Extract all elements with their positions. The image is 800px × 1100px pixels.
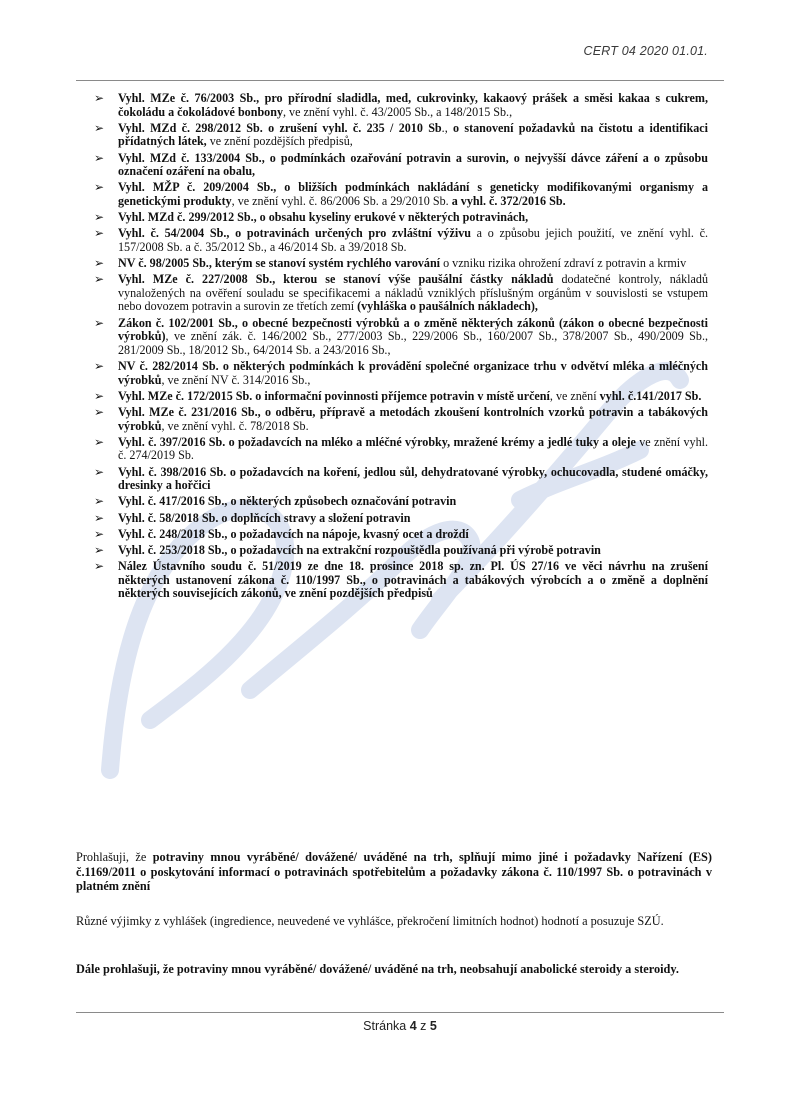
text-segment: , ve znění zák. č. 146/2002 Sb., 277/2003 Sb., 229/2006 Sb., 160/2007 Sb., 378/2007 Sb., 490/2009 Sb., 281/2009 Sb., 18/2012 Sb., 64/2014 Sb. a 243/2016 Sb., xyxy=(118,329,708,357)
footer-divider xyxy=(76,1012,724,1013)
law-item-vyhl-417-2016 xyxy=(94,495,708,509)
text-segment: Různé výjimky z vyhlášek (ingredience, neuvedené ve vyhlášce, překročení limitních hodnot) hodnotí a posuzuje SZÚ. xyxy=(76,914,664,928)
law-item-mze-76-2003 xyxy=(94,92,708,119)
header-divider xyxy=(76,80,724,81)
text-segment: o stanovení požadavků na čistotu a identifikaci přídatných látek, xyxy=(118,120,708,149)
law-item-zakon-102-2001 xyxy=(94,317,708,358)
text-segment: , ve znění xyxy=(549,388,600,403)
declaration-steroids xyxy=(76,962,712,977)
text-segment: , ve znění vyhl. č. 43/2005 Sb., a 148/2015 Sb., xyxy=(283,104,513,119)
arrow-bullet-icon: ➢ xyxy=(94,359,105,374)
arrow-bullet-icon: ➢ xyxy=(94,464,105,479)
text-segment: Vyhl. č. 54/2004 Sb., o potravinách určených pro zvláštní výživu xyxy=(118,226,471,241)
text-segment: a o způsobu jejich použití, ve znění vyhl. č. 157/2008 Sb. a č. 35/2012 Sb., a 46/2014 Sb. a 39/2018 Sb. xyxy=(118,226,708,254)
page-number xyxy=(0,1019,800,1033)
text-segment: Vyhl. MZe č. 227/2008 Sb., kterou se stanoví výše paušální částky nákladů xyxy=(118,272,554,287)
law-item-mze-172-2015 xyxy=(94,390,708,404)
text-segment: Vyhl. MZd č. 298/2012 Sb. o zrušení vyhl. č. 235 / 2010 Sb xyxy=(118,120,442,135)
law-item-mzd-298-2012 xyxy=(94,122,708,149)
text-segment: NV č. 98/2005 Sb., kterým se stanoví systém rychlého varování xyxy=(118,256,441,271)
text-segment: potraviny mnou vyráběné/ dovážené/ uváděné na trh, splňují mimo jiné i požadavky Nařízení (ES) č.1169/2011 o poskytování informací o potravinách spotřebitelům a požadavky zákona č. 110/1997 Sb. o potravinách v platném znění xyxy=(76,850,712,894)
arrow-bullet-icon: ➢ xyxy=(94,559,105,574)
law-item-vyhl-253-2018 xyxy=(94,544,708,558)
arrow-bullet-icon: ➢ xyxy=(94,210,105,225)
text-segment: Vyhl. č. 417/2016 Sb., o některých způsobech označování potravin xyxy=(118,494,457,509)
text-segment: a vyhl. č. 372/2016 Sb. xyxy=(451,193,566,208)
arrow-bullet-icon: ➢ xyxy=(94,388,105,403)
law-item-vyhl-398-2016 xyxy=(94,466,708,493)
text-segment: ., xyxy=(441,120,454,135)
arrow-bullet-icon: ➢ xyxy=(94,226,105,241)
text-segment: , ve znění vyhl. č. 78/2018 Sb. xyxy=(161,418,309,433)
law-item-mzd-299-2012 xyxy=(94,211,708,225)
page-label: Stránka xyxy=(363,1019,407,1033)
text-segment: NV č. 282/2014 Sb. o některých podmínkách k provádění společné organizace trhu v odvětví mléka a mléčných výrobků xyxy=(118,359,708,387)
law-item-vyhl-58-2018 xyxy=(94,512,708,526)
law-item-mze-227-2008 xyxy=(94,273,708,314)
text-segment: ve znění vyhl. č. 274/2019 Sb. xyxy=(118,434,708,463)
arrow-bullet-icon: ➢ xyxy=(94,315,105,330)
text-segment: Dále prohlašuji, že potraviny mnou vyráběné/ dovážené/ uváděné na trh, neobsahují anabolické steroidy a steroidy. xyxy=(76,962,679,976)
law-item-vyhl-397-2016 xyxy=(94,436,708,463)
text-segment: Vyhl. MZd č. 299/2012 Sb., o obsahu kyseliny erukové v některých potravinách, xyxy=(118,210,529,225)
page-of: z xyxy=(420,1019,427,1033)
text-segment: ve znění pozdějších předpisů, xyxy=(206,134,353,149)
text-segment: Vyhl. č. 397/2016 Sb. o požadavcích na mléko a mléčné výrobky, mražené krémy a jedlé tuky a oleje xyxy=(118,434,636,449)
text-segment: , ve znění NV č. 314/2016 Sb., xyxy=(161,372,311,387)
text-segment: Vyhl. č. 248/2018 Sb., o požadavcích na nápoje, kvasný ocet a droždí xyxy=(118,526,469,541)
text-segment: Vyhl. č. 253/2018 Sb., o požadavcích na extrakční rozpouštědla používaná při výrobě potravin xyxy=(118,542,601,557)
law-item-mzp-209-2004 xyxy=(94,181,708,208)
law-item-vyhl-54-2004 xyxy=(94,227,708,254)
text-segment: dodatečné kontroly, nákladů vynaložených na ověření souladu se specifikacemi a nákladů vzniklých příslušným orgánům v souvislosti se vstupem nebo dovozem potravin a surovin ze třetích zemí xyxy=(118,272,709,314)
arrow-bullet-icon: ➢ xyxy=(94,91,105,105)
arrow-bullet-icon: ➢ xyxy=(94,542,105,557)
text-segment: o vzniku rizika ohrožení zdraví z potravin a krmiv xyxy=(440,256,687,271)
law-item-mzd-133-2004 xyxy=(94,152,708,179)
law-item-nv-282-2014 xyxy=(94,360,708,387)
arrow-bullet-icon: ➢ xyxy=(94,180,105,195)
text-segment: Vyhl. MŽP č. 209/2004 Sb., o bližších podmínkách nakládání s geneticky modifikovanými organismy a genetickými produkty xyxy=(118,180,708,208)
arrow-bullet-icon: ➢ xyxy=(94,434,105,449)
arrow-bullet-icon: ➢ xyxy=(94,405,105,419)
text-segment: Nález Ústavního soudu č. 51/2019 ze dne 18. prosince 2018 sp. zn. Pl. ÚS 27/16 ve věci návrhu na zrušení některých ustanovení zákona č. 110/1997 Sb., o potravinách a tabákových výrobcích a o změně a doplnění některých souvisejících zákonů, ve znění pozdějších předpisů xyxy=(118,559,708,601)
declaration-exceptions xyxy=(76,914,712,929)
text-segment: (vyhláška o paušálních nákladech), xyxy=(357,299,538,314)
declaration-compliance xyxy=(76,850,712,894)
arrow-bullet-icon: ➢ xyxy=(94,510,105,525)
arrow-bullet-icon: ➢ xyxy=(94,494,105,509)
page-current: 4 xyxy=(409,1019,417,1033)
text-segment: Vyhl. MZd č. 133/2004 Sb., o podmínkách ozařování potravin a surovin, o nejvyšší dávce záření a o způsobu označení ozáření na obalu, xyxy=(118,150,708,179)
arrow-bullet-icon: ➢ xyxy=(94,272,105,287)
arrow-bullet-icon: ➢ xyxy=(94,526,105,541)
legislation-list xyxy=(94,92,708,603)
law-item-mze-231-2016 xyxy=(94,406,708,433)
arrow-bullet-icon: ➢ xyxy=(94,256,105,271)
page-total: 5 xyxy=(429,1019,437,1033)
arrow-bullet-icon: ➢ xyxy=(94,120,105,135)
document-code: CERT 04 2020 01.01. xyxy=(583,44,708,58)
text-segment: Zákon č. 102/2001 Sb., o obecné bezpečnosti výrobků a o změně některých zákonů (zákon o obecné bezpečnosti výrobků) xyxy=(118,315,708,344)
text-segment: Vyhl. č. 58/2018 Sb. o doplňcích stravy a složení potravin xyxy=(118,510,411,525)
law-item-vyhl-248-2018 xyxy=(94,528,708,542)
text-segment: , ve znění vyhl. č. 86/2006 Sb. a 29/2010 Sb. xyxy=(231,193,452,208)
text-segment: Vyhl. MZe č. 172/2015 Sb. o informační povinnosti příjemce potravin v místě určení xyxy=(118,388,550,403)
text-segment: Vyhl. MZe č. 231/2016 Sb., o odběru, přípravě a metodách zkoušení kontrolních vzorků potravin a tabákových výrobků xyxy=(118,405,708,433)
law-item-nv-98-2005 xyxy=(94,257,708,271)
text-segment: Vyhl. č. 398/2016 Sb. o požadavcích na koření, jedlou sůl, dehydratované výrobky, ochucovadla, studené omáčky, dresinky a hořčici xyxy=(118,464,708,493)
text-segment: vyhl. č.141/2017 Sb. xyxy=(599,388,702,403)
text-segment: Prohlašuji, že xyxy=(76,850,153,864)
arrow-bullet-icon: ➢ xyxy=(94,150,105,165)
text-segment: Vyhl. MZe č. 76/2003 Sb., pro přírodní sladidla, med, cukrovinky, kakaový prášek a směsi kakaa s cukrem, čokoládu a čokoládové bonbony xyxy=(118,91,708,119)
law-item-nalez-us-51-2019 xyxy=(94,560,708,601)
